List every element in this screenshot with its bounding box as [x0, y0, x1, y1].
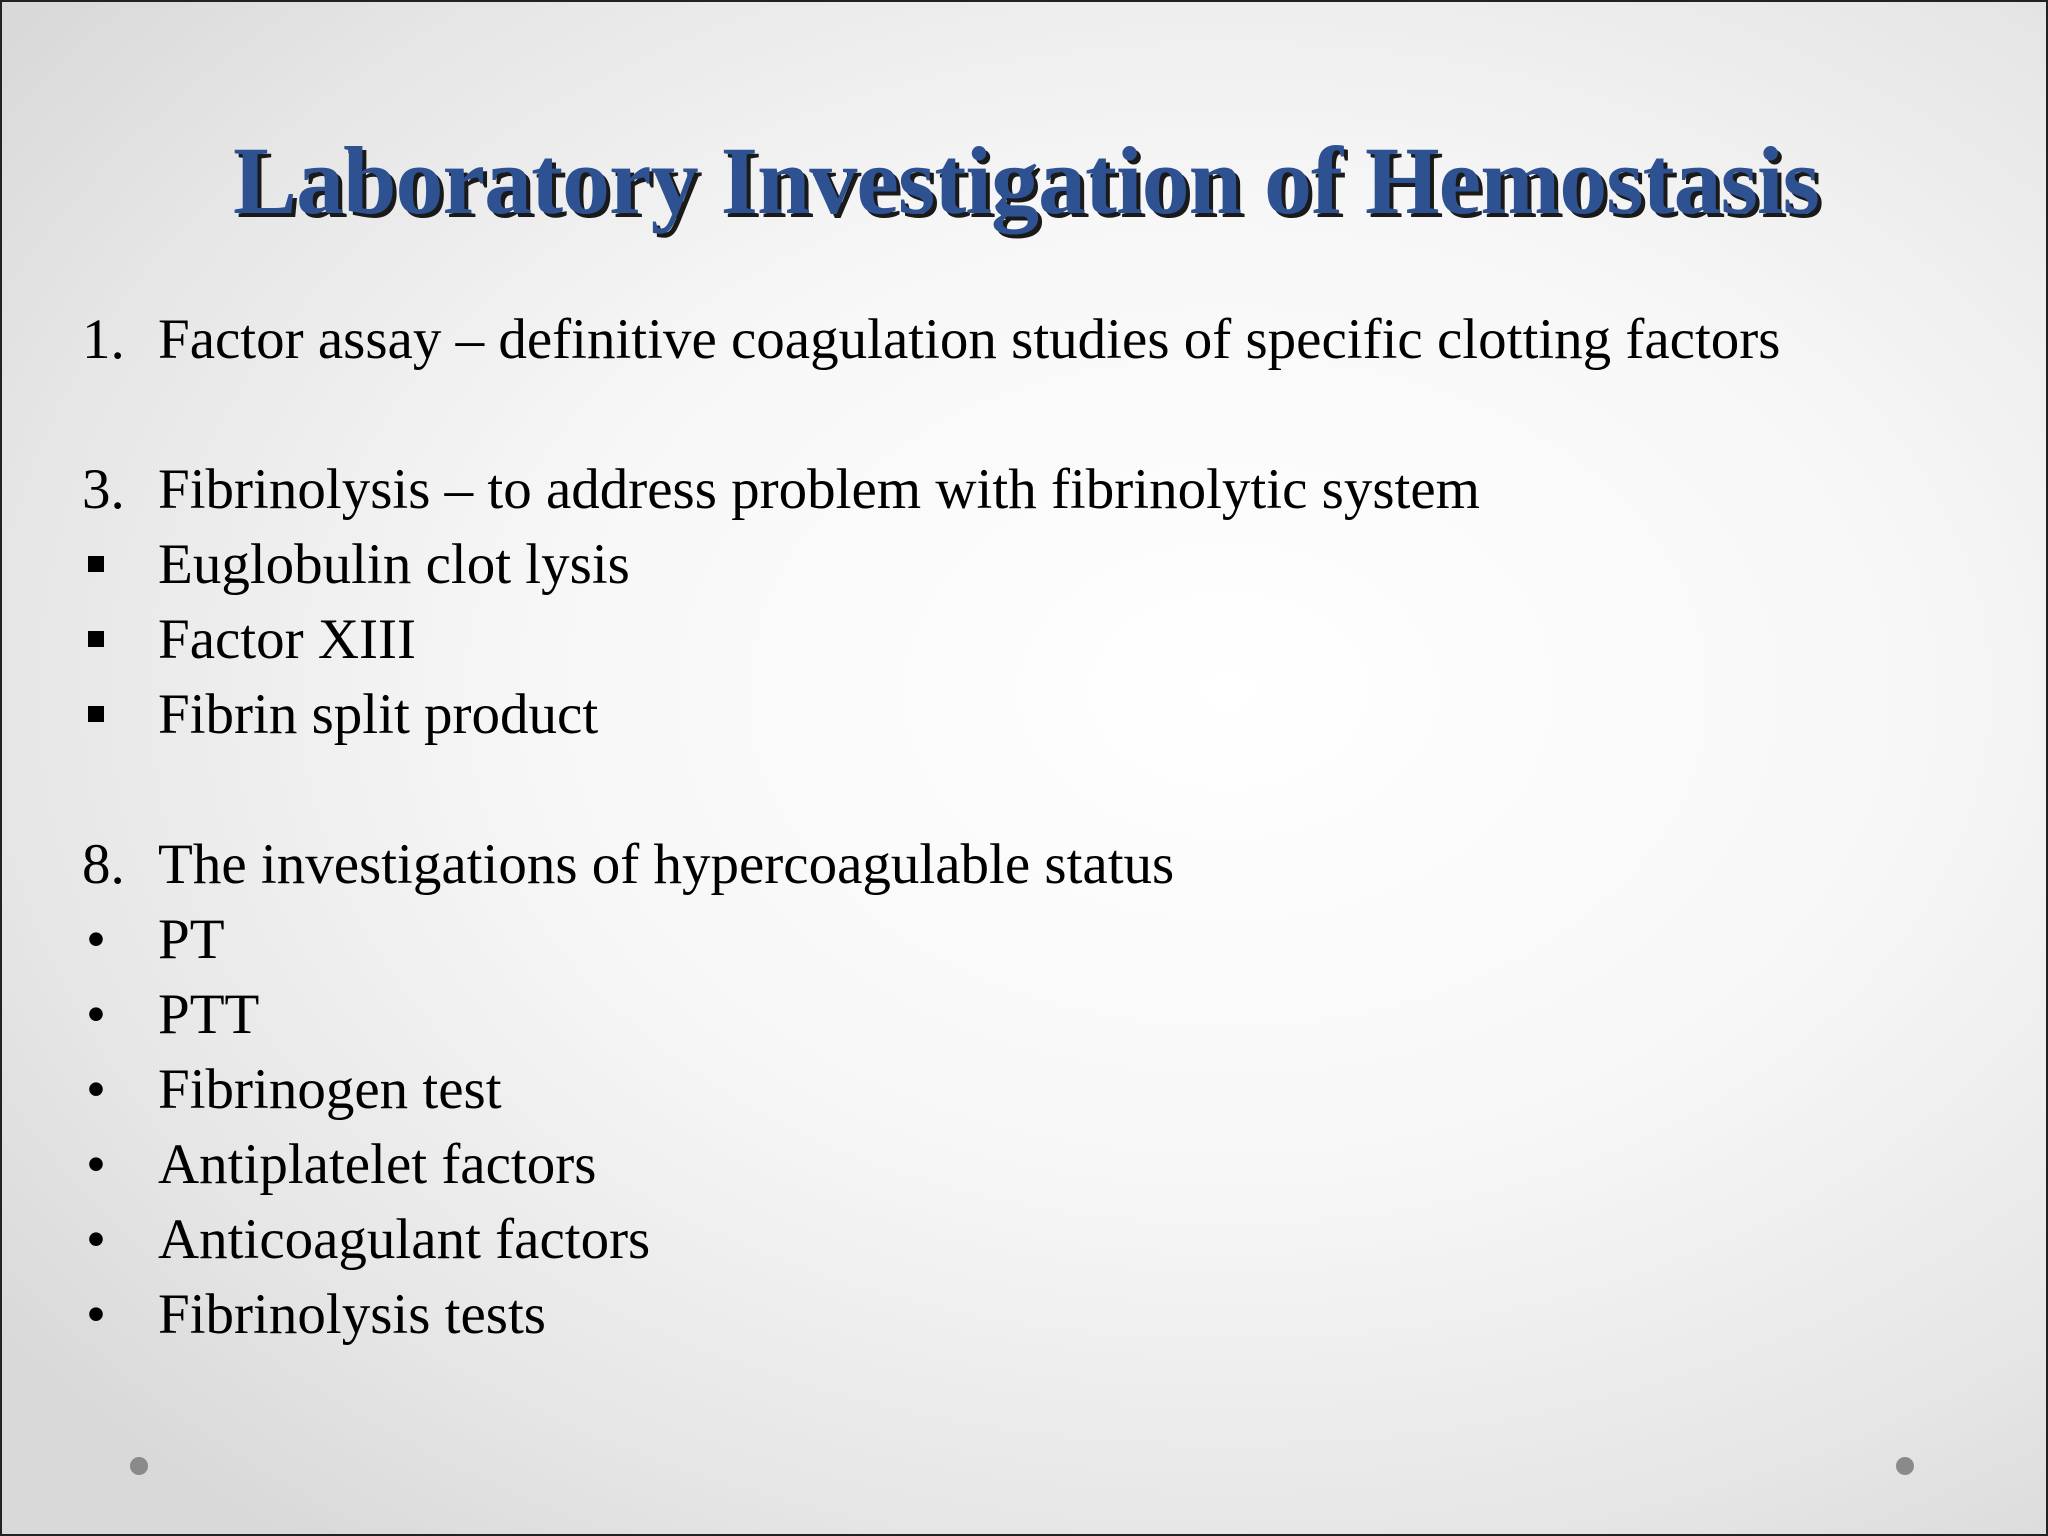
list-item [82, 1277, 1962, 1352]
list-item-text: Fibrinogen test [158, 1058, 502, 1121]
list-item [82, 827, 1962, 902]
list-item-text: Factor XIII [158, 608, 416, 671]
list-item [82, 677, 1962, 752]
list-item [82, 302, 1962, 377]
list-item [82, 1202, 1962, 1277]
list-item [82, 1052, 1962, 1127]
spacer [82, 752, 1962, 827]
decorative-dot-icon [130, 1457, 148, 1475]
slide-content [82, 302, 1962, 1352]
round-bullet-icon: • [86, 1133, 106, 1196]
list-item-text: Fibrinolysis – to address problem with fibrinolytic system [158, 458, 1480, 521]
square-bullet-icon [88, 706, 104, 722]
list-item [82, 1127, 1962, 1202]
list-item [82, 602, 1962, 677]
round-bullet-icon: • [86, 1283, 106, 1346]
list-item-text: Fibrin split product [158, 683, 599, 746]
list-item-text: Anticoagulant factors [158, 1208, 651, 1271]
list-item-text: PT [158, 908, 225, 971]
list-item-text: Antiplatelet factors [158, 1133, 597, 1196]
spacer [82, 377, 1962, 452]
round-bullet-icon: • [86, 983, 106, 1046]
list-item [82, 452, 1962, 527]
list-item [82, 902, 1962, 977]
list-number: 8. [82, 833, 125, 896]
list-item-text: Fibrinolysis tests [158, 1283, 546, 1346]
list-item [82, 527, 1962, 602]
decorative-dot-icon [1896, 1457, 1914, 1475]
list-number: 3. [82, 458, 125, 521]
round-bullet-icon: • [86, 1058, 106, 1121]
round-bullet-icon: • [86, 908, 106, 971]
square-bullet-icon [88, 631, 104, 647]
round-bullet-icon: • [86, 1208, 106, 1271]
slide-title: Laboratory Investigation of Hemostasis [233, 127, 1819, 234]
list-item [82, 977, 1962, 1052]
list-item-text: Factor assay – definitive coagulation studies of specific clotting factors [158, 308, 1781, 371]
list-number: 1. [82, 308, 125, 371]
list-item-text: PTT [158, 983, 260, 1046]
list-item-text: The investigations of hypercoagulable status [158, 833, 1175, 896]
square-bullet-icon [88, 556, 104, 572]
list-item-text: Euglobulin clot lysis [158, 533, 630, 596]
